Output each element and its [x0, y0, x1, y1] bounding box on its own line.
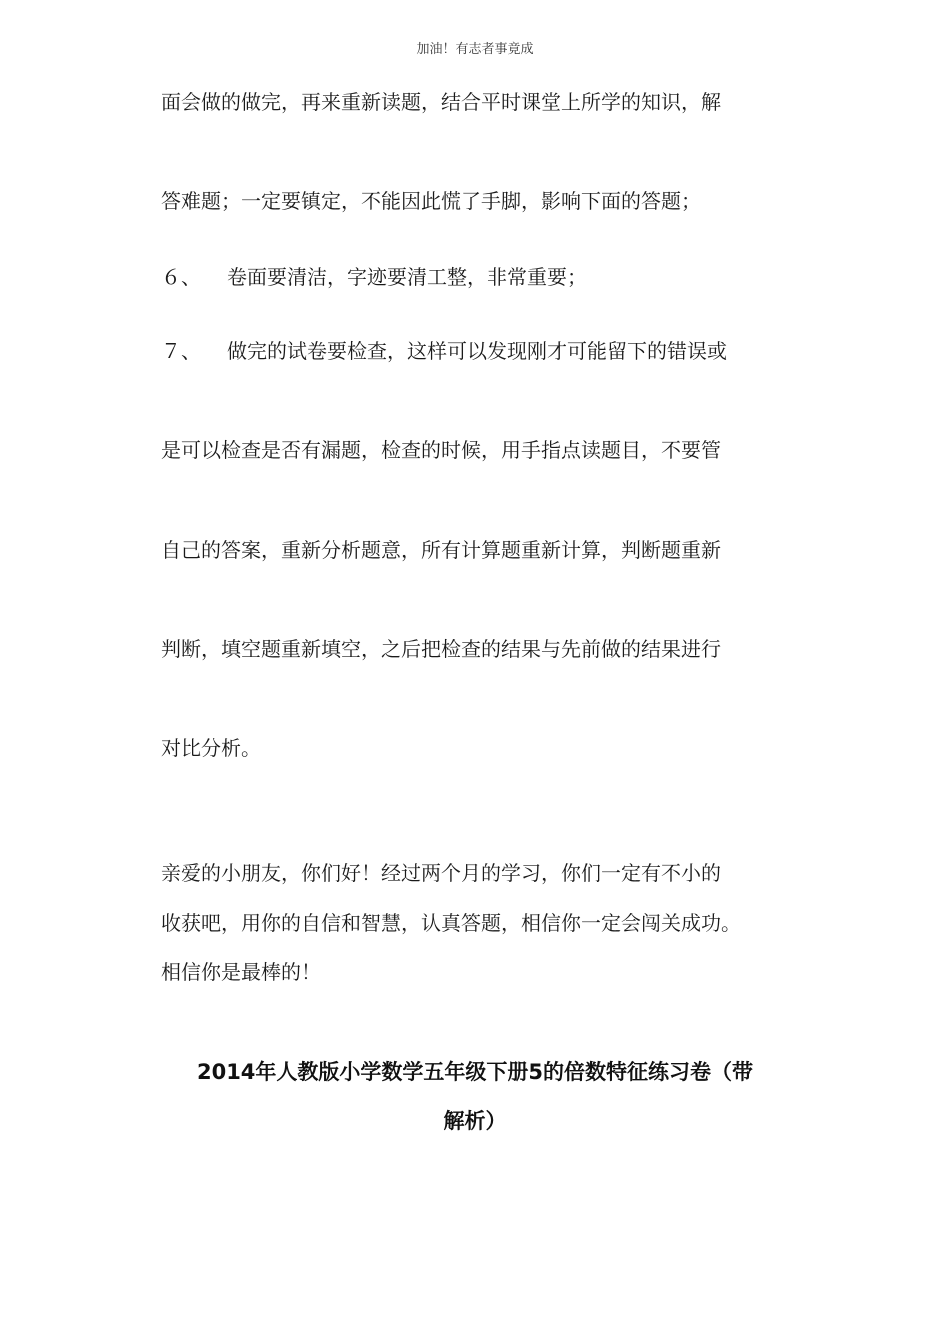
paragraph-line: 是可以检查是否有漏题，检查的时候，用手指点读题目，不要管: [161, 438, 721, 462]
list-item-number: ６、: [161, 265, 201, 289]
page-header: 加油！有志者事竟成: [416, 42, 534, 57]
greeting-line: 收获吧，用你的自信和智慧，认真答题，相信你一定会闯关成功。: [161, 911, 741, 935]
list-item-text: 卷面要清洁，字迹要清工整，非常重要；: [227, 265, 587, 289]
list-item-7: [161, 341, 727, 361]
title-line: 2014年人教版小学数学五年级下册5的倍数特征练习卷（带: [196, 1060, 754, 1084]
greeting-line: 亲爱的小朋友，你们好！经过两个月的学习，你们一定有不小的: [161, 861, 721, 885]
title-line: 解析）: [443, 1109, 507, 1133]
paragraph-line: 自己的答案，重新分析题意，所有计算题重新计算，判断题重新: [161, 538, 721, 562]
list-item-text: 做完的试卷要检查，这样可以发现刚才可能留下的错误或: [227, 339, 727, 363]
paragraph-line: 面会做的做完，再来重新读题，结合平时课堂上所学的知识，解: [161, 90, 721, 114]
list-item-number: ７、: [161, 339, 201, 363]
list-item-6: [161, 267, 587, 287]
paragraph-line: 对比分析。: [161, 736, 261, 760]
paragraph-line: 答难题；一定要镇定，不能因此慌了手脚，影响下面的答题；: [161, 189, 701, 213]
greeting-line: 相信你是最棒的！: [161, 960, 321, 984]
paragraph-line: 判断，填空题重新填空，之后把检查的结果与先前做的结果进行: [161, 637, 721, 661]
